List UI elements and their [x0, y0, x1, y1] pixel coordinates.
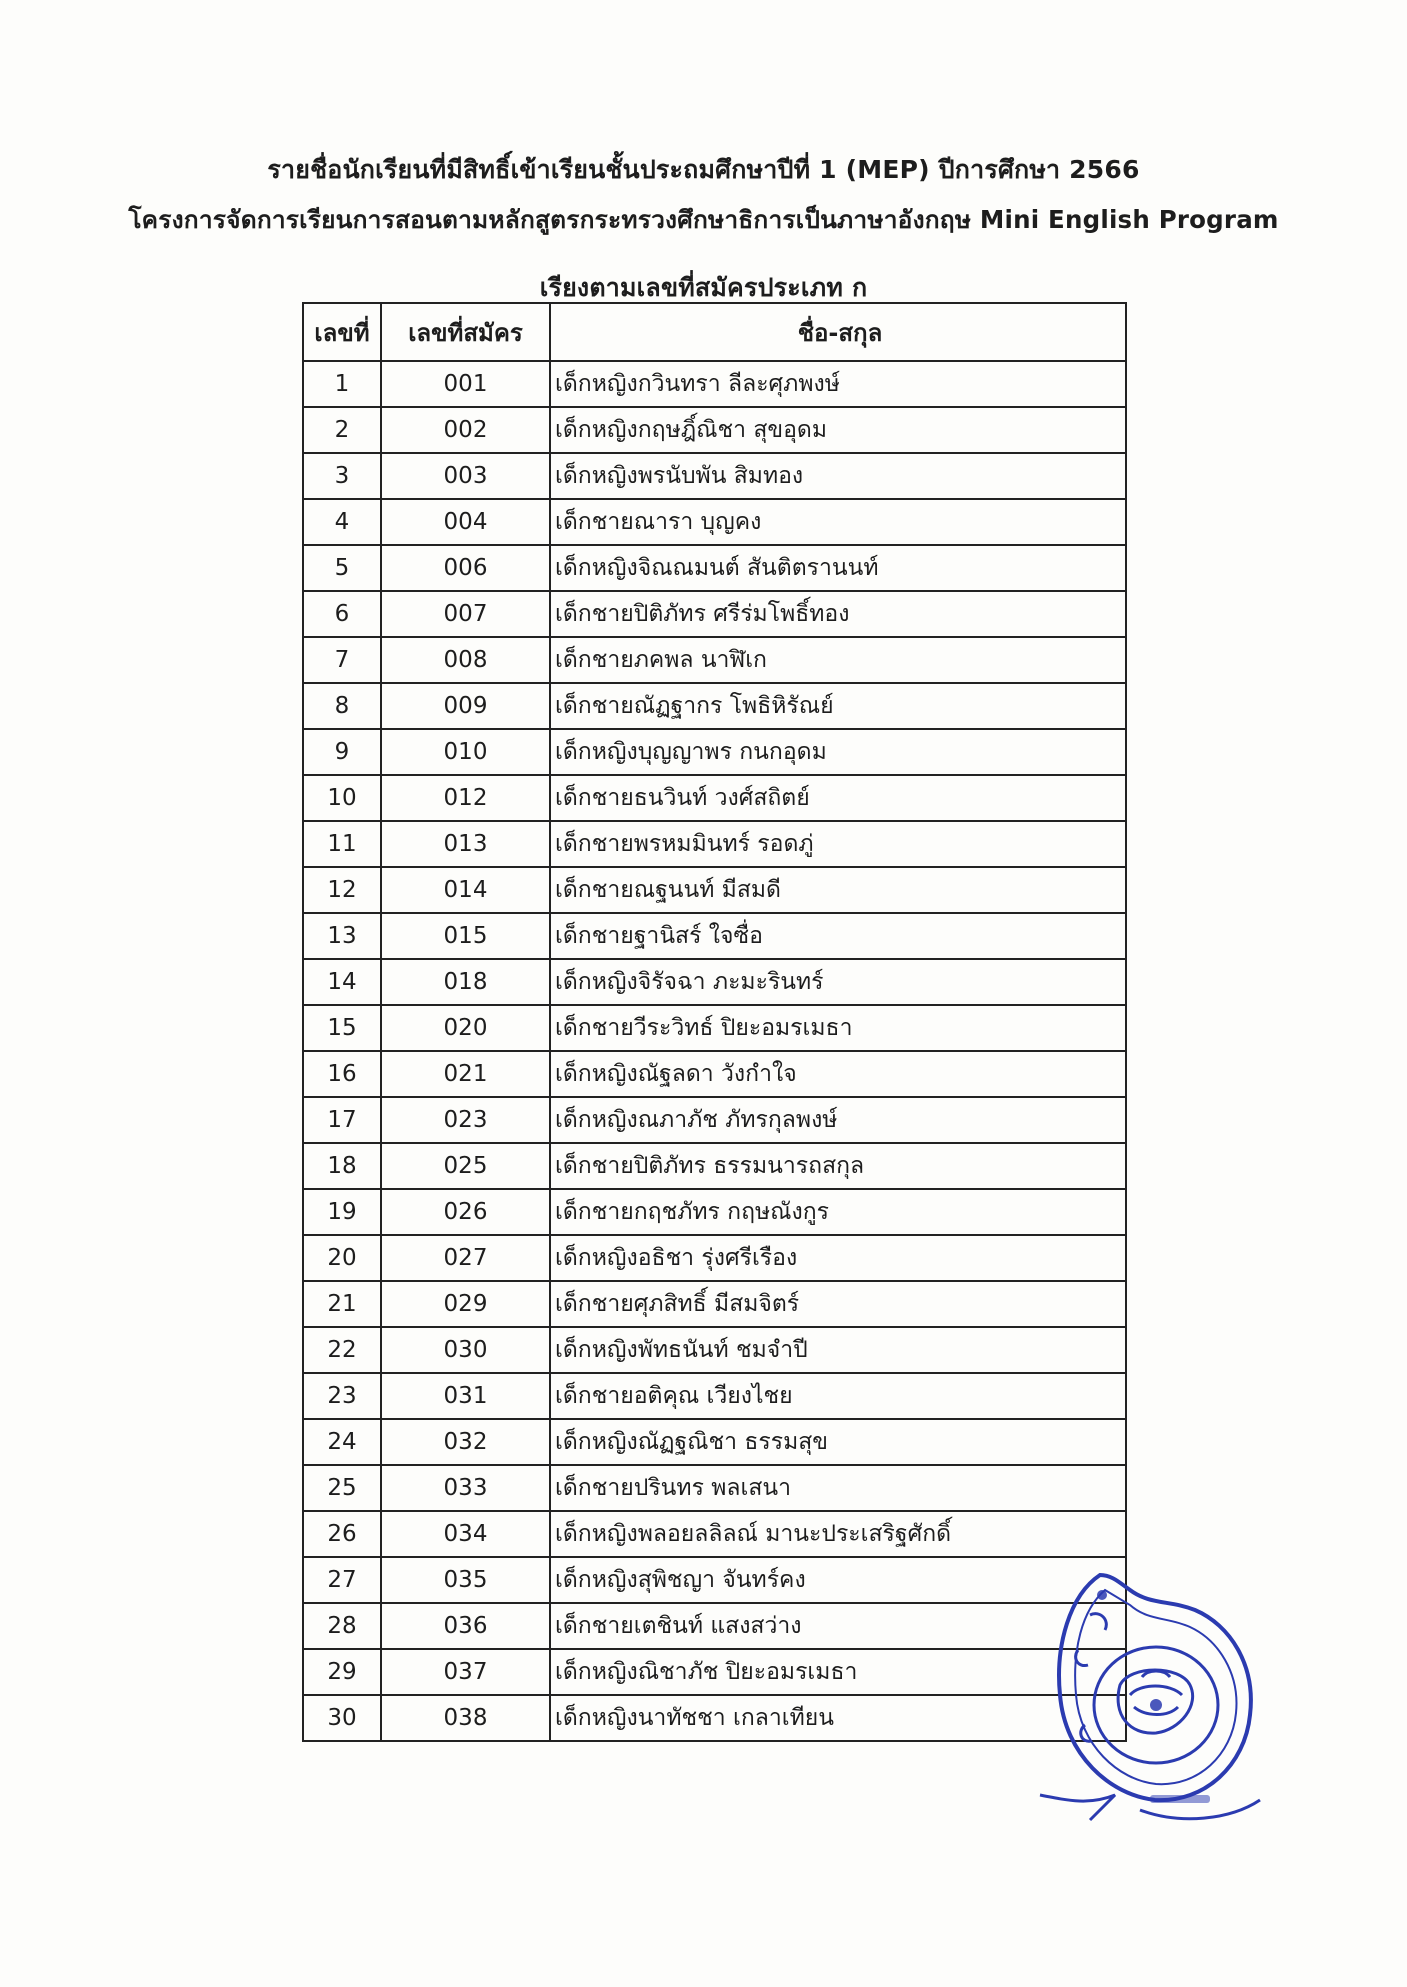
row-application-id: 026 [381, 1189, 550, 1235]
table-row [303, 453, 1126, 499]
row-no: 21 [303, 1281, 381, 1327]
row-no: 10 [303, 775, 381, 821]
row-full-name: เด็กชายณฐนนท์ มีสมดี [550, 867, 1126, 913]
row-full-name: เด็กชายปิติภัทร ศรีร่มโพธิ์ทอง [550, 591, 1126, 637]
table-header-row [303, 303, 1126, 361]
row-no: 11 [303, 821, 381, 867]
table-row [303, 1419, 1126, 1465]
row-full-name: เด็กหญิงณัฏฐณิชา ธรรมสุข [550, 1419, 1126, 1465]
row-no: 25 [303, 1465, 381, 1511]
row-application-id: 025 [381, 1143, 550, 1189]
row-full-name: เด็กหญิงพัทธนันท์ ชมจำปี [550, 1327, 1126, 1373]
row-full-name: เด็กหญิงกวินทรา ลีละศุภพงษ์ [550, 361, 1126, 407]
school-seal-stamp [1030, 1555, 1270, 1835]
table-row [303, 1327, 1126, 1373]
table-row [303, 1097, 1126, 1143]
row-application-id: 035 [381, 1557, 550, 1603]
row-no: 28 [303, 1603, 381, 1649]
row-no: 12 [303, 867, 381, 913]
table-row [303, 1649, 1126, 1695]
row-no: 16 [303, 1051, 381, 1097]
row-no: 30 [303, 1695, 381, 1741]
row-full-name: เด็กชายฐานิสร์ ใจซื่อ [550, 913, 1126, 959]
row-application-id: 012 [381, 775, 550, 821]
row-application-id: 007 [381, 591, 550, 637]
row-full-name: เด็กชายศุภสิทธิ์ มีสมจิตร์ [550, 1281, 1126, 1327]
row-full-name: เด็กชายณัฏฐากร โพธิหิรัณย์ [550, 683, 1126, 729]
row-full-name: เด็กหญิงนาทัชชา เกลาเทียน [550, 1695, 1126, 1741]
row-full-name: เด็กชายปรินทร พลเสนา [550, 1465, 1126, 1511]
row-full-name: เด็กหญิงณภาภัช ภัทรกุลพงษ์ [550, 1097, 1126, 1143]
row-no: 3 [303, 453, 381, 499]
row-full-name: เด็กชายพรหมมินทร์ รอดภู่ [550, 821, 1126, 867]
row-full-name: เด็กหญิงกฤษฎิ์ณิชา สุขอุดม [550, 407, 1126, 453]
row-no: 26 [303, 1511, 381, 1557]
row-no: 18 [303, 1143, 381, 1189]
row-application-id: 010 [381, 729, 550, 775]
table-row [303, 1465, 1126, 1511]
table-row [303, 1281, 1126, 1327]
table-row [303, 775, 1126, 821]
row-application-id: 001 [381, 361, 550, 407]
row-full-name: เด็กชายเตชินท์ แสงสว่าง [550, 1603, 1126, 1649]
table-row [303, 361, 1126, 407]
row-no: 22 [303, 1327, 381, 1373]
row-application-id: 003 [381, 453, 550, 499]
document-title: รายชื่อนักเรียนที่มีสิทธิ์เข้าเรียนชั้นประถมศึกษาปีที่ 1 (MEP) ปีการศึกษา 2566 [267, 155, 1140, 184]
row-full-name: เด็กชายภคพล นาฬิเก [550, 637, 1126, 683]
row-application-id: 008 [381, 637, 550, 683]
table-row [303, 729, 1126, 775]
student-list-table [302, 302, 1127, 1742]
row-full-name: เด็กหญิงพรนับพัน สิมทอง [550, 453, 1126, 499]
table-row [303, 683, 1126, 729]
row-no: 4 [303, 499, 381, 545]
row-no: 19 [303, 1189, 381, 1235]
row-no: 29 [303, 1649, 381, 1695]
header-no: เลขที่ [303, 303, 381, 361]
row-application-id: 013 [381, 821, 550, 867]
header-application-id: เลขที่สมัคร [381, 303, 550, 361]
row-application-id: 023 [381, 1097, 550, 1143]
row-full-name: เด็กหญิงสุพิชญา จันทร์คง [550, 1557, 1126, 1603]
row-full-name: เด็กชายวีระวิทธ์ ปิยะอมรเมธา [550, 1005, 1126, 1051]
row-application-id: 032 [381, 1419, 550, 1465]
row-no: 14 [303, 959, 381, 1005]
row-no: 27 [303, 1557, 381, 1603]
table-row [303, 1005, 1126, 1051]
seal-graphic [1030, 1555, 1270, 1835]
table-row [303, 1143, 1126, 1189]
row-application-id: 030 [381, 1327, 550, 1373]
table-row [303, 1695, 1126, 1741]
table-row [303, 1557, 1126, 1603]
row-no: 1 [303, 361, 381, 407]
row-application-id: 020 [381, 1005, 550, 1051]
table-row [303, 407, 1126, 453]
table-row [303, 591, 1126, 637]
row-application-id: 027 [381, 1235, 550, 1281]
table-row [303, 499, 1126, 545]
row-no: 9 [303, 729, 381, 775]
table-row [303, 1235, 1126, 1281]
row-application-id: 033 [381, 1465, 550, 1511]
row-application-id: 031 [381, 1373, 550, 1419]
row-full-name: เด็กหญิงจิณณมนต์ สันติตรานนท์ [550, 545, 1126, 591]
row-full-name: เด็กชายกฤชภัทร กฤษณังกูร [550, 1189, 1126, 1235]
row-application-id: 014 [381, 867, 550, 913]
row-full-name: เด็กชายอติคุณ เวียงไชย [550, 1373, 1126, 1419]
row-full-name: เด็กหญิงจิรัจฉา ภะมะรินทร์ [550, 959, 1126, 1005]
row-application-id: 002 [381, 407, 550, 453]
row-application-id: 004 [381, 499, 550, 545]
row-application-id: 034 [381, 1511, 550, 1557]
row-application-id: 038 [381, 1695, 550, 1741]
row-no: 7 [303, 637, 381, 683]
row-full-name: เด็กชายธนวินท์ วงศ์สถิตย์ [550, 775, 1126, 821]
row-full-name: เด็กชายณารา บุญคง [550, 499, 1126, 545]
row-full-name: เด็กหญิงณัฐลดา วังกำใจ [550, 1051, 1126, 1097]
row-no: 6 [303, 591, 381, 637]
row-application-id: 037 [381, 1649, 550, 1695]
row-full-name: เด็กหญิงพลอยลลิลณ์ มานะประเสริฐศักดิ์ [550, 1511, 1126, 1557]
row-application-id: 009 [381, 683, 550, 729]
row-no: 8 [303, 683, 381, 729]
row-application-id: 018 [381, 959, 550, 1005]
row-application-id: 029 [381, 1281, 550, 1327]
table-row [303, 545, 1126, 591]
table-row [303, 1603, 1126, 1649]
row-full-name: เด็กหญิงอธิชา รุ่งศรีเรือง [550, 1235, 1126, 1281]
row-no: 24 [303, 1419, 381, 1465]
table-row [303, 1511, 1126, 1557]
table-row [303, 913, 1126, 959]
row-application-id: 006 [381, 545, 550, 591]
sort-subtitle: เรียงตามเลขที่สมัครประเภท ก [539, 273, 868, 302]
row-no: 20 [303, 1235, 381, 1281]
row-application-id: 021 [381, 1051, 550, 1097]
row-no: 15 [303, 1005, 381, 1051]
row-full-name: เด็กหญิงบุญญาพร กนกอุดม [550, 729, 1126, 775]
table-row [303, 1189, 1126, 1235]
table-row [303, 637, 1126, 683]
table-row [303, 1051, 1126, 1097]
table-row [303, 867, 1126, 913]
row-no: 17 [303, 1097, 381, 1143]
row-application-id: 015 [381, 913, 550, 959]
row-full-name: เด็กหญิงณิชาภัช ปิยะอมรเมธา [550, 1649, 1126, 1695]
row-application-id: 036 [381, 1603, 550, 1649]
row-no: 13 [303, 913, 381, 959]
row-no: 23 [303, 1373, 381, 1419]
program-title: โครงการจัดการเรียนการสอนตามหลักสูตรกระทรวงศึกษาธิการเป็นภาษาอังกฤษ Mini English Program [128, 205, 1279, 234]
table-row [303, 1373, 1126, 1419]
header-full-name: ชื่อ-สกุล [550, 303, 1126, 361]
table-row [303, 821, 1126, 867]
row-no: 5 [303, 545, 381, 591]
row-no: 2 [303, 407, 381, 453]
table-row [303, 959, 1126, 1005]
row-full-name: เด็กชายปิติภัทร ธรรมนารถสกุล [550, 1143, 1126, 1189]
